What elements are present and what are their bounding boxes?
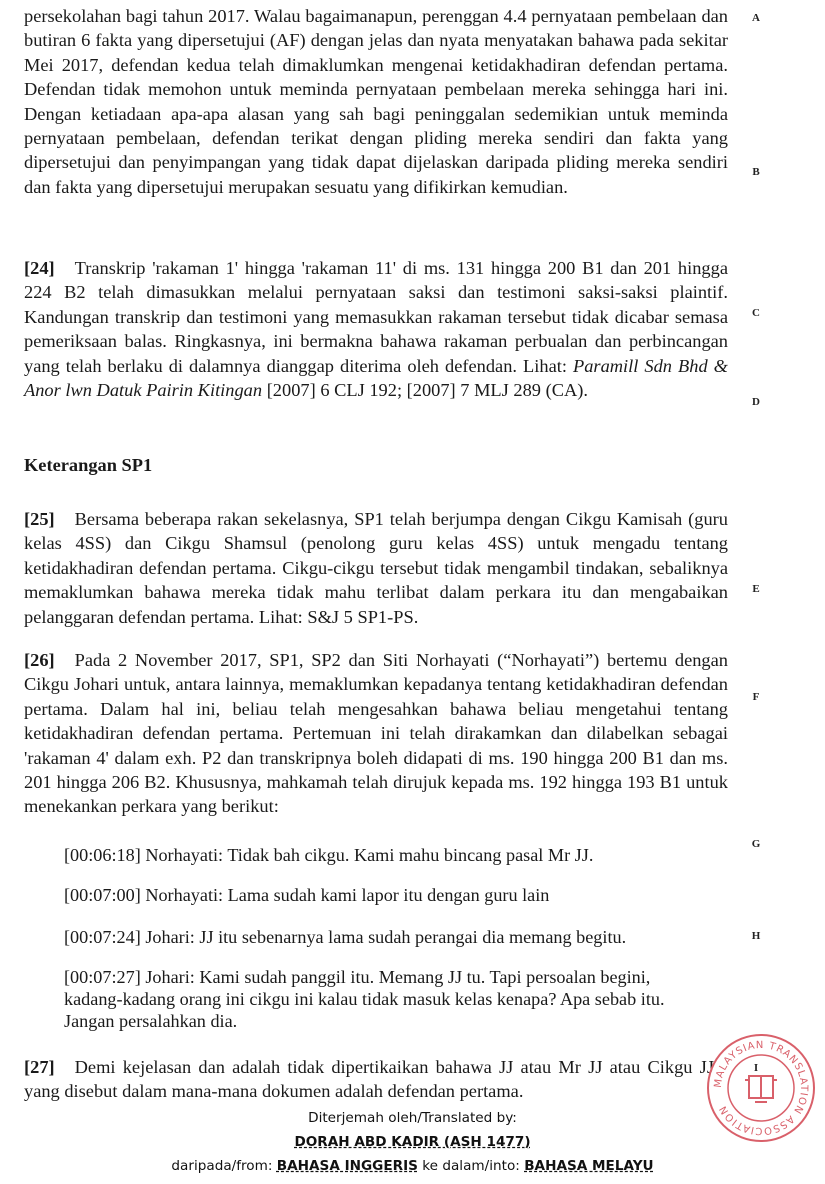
translator-credit-line: Diterjemah oleh/Translated by: [308, 1110, 517, 1126]
paragraph-number: [27] [24, 1057, 55, 1077]
into-language: BAHASA MELAYU [524, 1158, 654, 1174]
margin-letter: H [751, 930, 761, 942]
paragraph-number: [25] [24, 509, 55, 529]
transcript-quote: [00:07:27] Johari: Kami sudah panggil itu. Memang JJ tu. Tapi persoalan begini, kadang-kadang orang ini cikgu ini kalau tidak masuk kelas kenapa? Apa sebab itu. Jangan persalahkan dia. [64, 967, 665, 1031]
from-language: BAHASA INGGERIS [276, 1158, 418, 1174]
transcript-quote: [00:07:24] Johari: JJ itu sebenarnya lama sudah perangai dia memang begitu. [64, 927, 627, 947]
margin-letter: A [752, 12, 760, 24]
paragraph-number: [26] [24, 650, 55, 670]
paragraph-text: Demi kejelasan dan adalah tidak dipertikaikan bahawa JJ atau Mr JJ atau Cikgu JJ yang disebut dalam mana-mana dokumen adalah defendan pertama. [24, 1057, 714, 1102]
case-citation: Paramill Sdn Bhd & Anor lwn Datuk Pairin Kitingan [24, 355, 728, 401]
heading-text: Keterangan SP1 [24, 455, 153, 475]
translator-name [0, 1134, 825, 1150]
transcript-quote: [00:06:18] Norhayati: Tidak bah cikgu. Kami mahu bincang pasal Mr JJ. [64, 845, 594, 865]
paragraph-26 [24, 648, 728, 819]
from-label: daripada/from: [171, 1158, 277, 1174]
paragraph-continued [24, 4, 728, 199]
margin-letter: D [752, 396, 760, 408]
margin-letter: E [752, 583, 760, 595]
margin-letter: C [752, 307, 760, 319]
paragraph-text: Bersama beberapa rakan sekelasnya, SP1 telah berjumpa dengan Cikgu Kamisah (guru kelas 4SS) dan Cikgu Shamsul (penolong guru kelas 4SS) untuk mengadu tentang ketidakhadiran defendan pertama. Cikgu-cikgu tersebut tidak mengambil tindakan, sebaliknya memaklumkan bahawa mereka tidak mahu terlibat dalam perkara itu dan mengabaikan pelanggaran defendan pertama. Lihat: S&J 5 SP1-PS. [24, 509, 728, 627]
translation-languages [0, 1158, 825, 1174]
margin-letter: F [752, 691, 760, 703]
case-citation-reference: [2007] 6 CLJ 192; [2007] 7 MLJ 289 (CA). [266, 380, 588, 401]
section-heading [24, 455, 728, 476]
paragraph-25 [24, 507, 728, 629]
translator-name-text: DORAH ABD KADIR (ASH 1477) [294, 1134, 531, 1150]
paragraph-text: Pada 2 November 2017, SP1, SP2 dan Siti Norhayati (“Norhayati”) bertemu dengan Cikgu Johari untuk, antara lainnya, memaklumkan kepadanya tentang ketidakhadiran defendan pertama. Dalam hal ini, beliau telah mengesahkan bahawa beliau mengetahui tentang ketidakhadiran defendan pertama. Pertemuan ini telah dirakamkan dan dilabelkan sebagai 'rakaman 4' dalam exh. P2 dan transkripnya boleh didapati di ms. 190 hingga 200 B1 dan ms. 201 hingga 206 B2. Khususnya, mahkamah telah dirujuk kepada ms. 192 hingga 193 B1 untuk menekankan perkara yang berikut: [24, 650, 728, 817]
paragraph-number: [24] [24, 258, 55, 278]
margin-letter: I [753, 1062, 759, 1074]
paragraph-text: persekolahan bagi tahun 2017. Walau bagaimanapun, perenggan 4.4 pernyataan pembelaan dan butiran 6 fakta yang dipersetujui (AF) dengan jelas dan nyata menyatakan bahawa pada sekitar Mei 2017, defendan kedua telah dimaklumkan mengenai ketidakhadiran defendan pertama. Defendan tidak memohon untuk meminda pernyataan pembelaan mereka sehingga hari ini. Dengan ketiadaan apa-apa alasan yang sah bagi peninggalan sedemikian untuk meminda pernyataan pembelaan, defendan terikat dengan pliding mereka sendiri dan fakta yang dipersetujui dan penyimpangan yang tidak dapat dijelaskan daripada pliding mereka sendiri dan fakta yang dipersetujui merupakan sesuatu yang difikirkan kemudian. [24, 6, 728, 197]
paragraph-text: Transkrip 'rakaman 1' hingga 'rakaman 11' di ms. 131 hingga 200 B1 dan 201 hingga 224 B2 telah dimasukkan melalui pernyataan saksi dan testimoni saksi-saksi plaintif. Kandungan transkrip dan testimoni yang memasukkan rakaman tersebut tidak dicabar semasa pemeriksaan balas. Ringkasnya, ini bermakna bahawa rakaman perbualan dan perbincangan yang telah berlaku di dalamnya dianggap diterima oleh defendan. Lihat: [24, 258, 728, 376]
margin-letter: G [751, 838, 761, 850]
into-label: ke dalam/into: [417, 1158, 525, 1174]
transcript-quote: [00:07:00] Norhayati: Lama sudah kami lapor itu dengan guru lain [64, 885, 550, 905]
paragraph-24 [24, 256, 728, 402]
paragraph-27 [24, 1055, 714, 1104]
translation-association-stamp-icon [705, 1032, 817, 1144]
stamp-text: MALAYSIAN TRANSLATION ASSOCIATION [712, 1039, 810, 1137]
margin-letter: B [752, 166, 760, 178]
